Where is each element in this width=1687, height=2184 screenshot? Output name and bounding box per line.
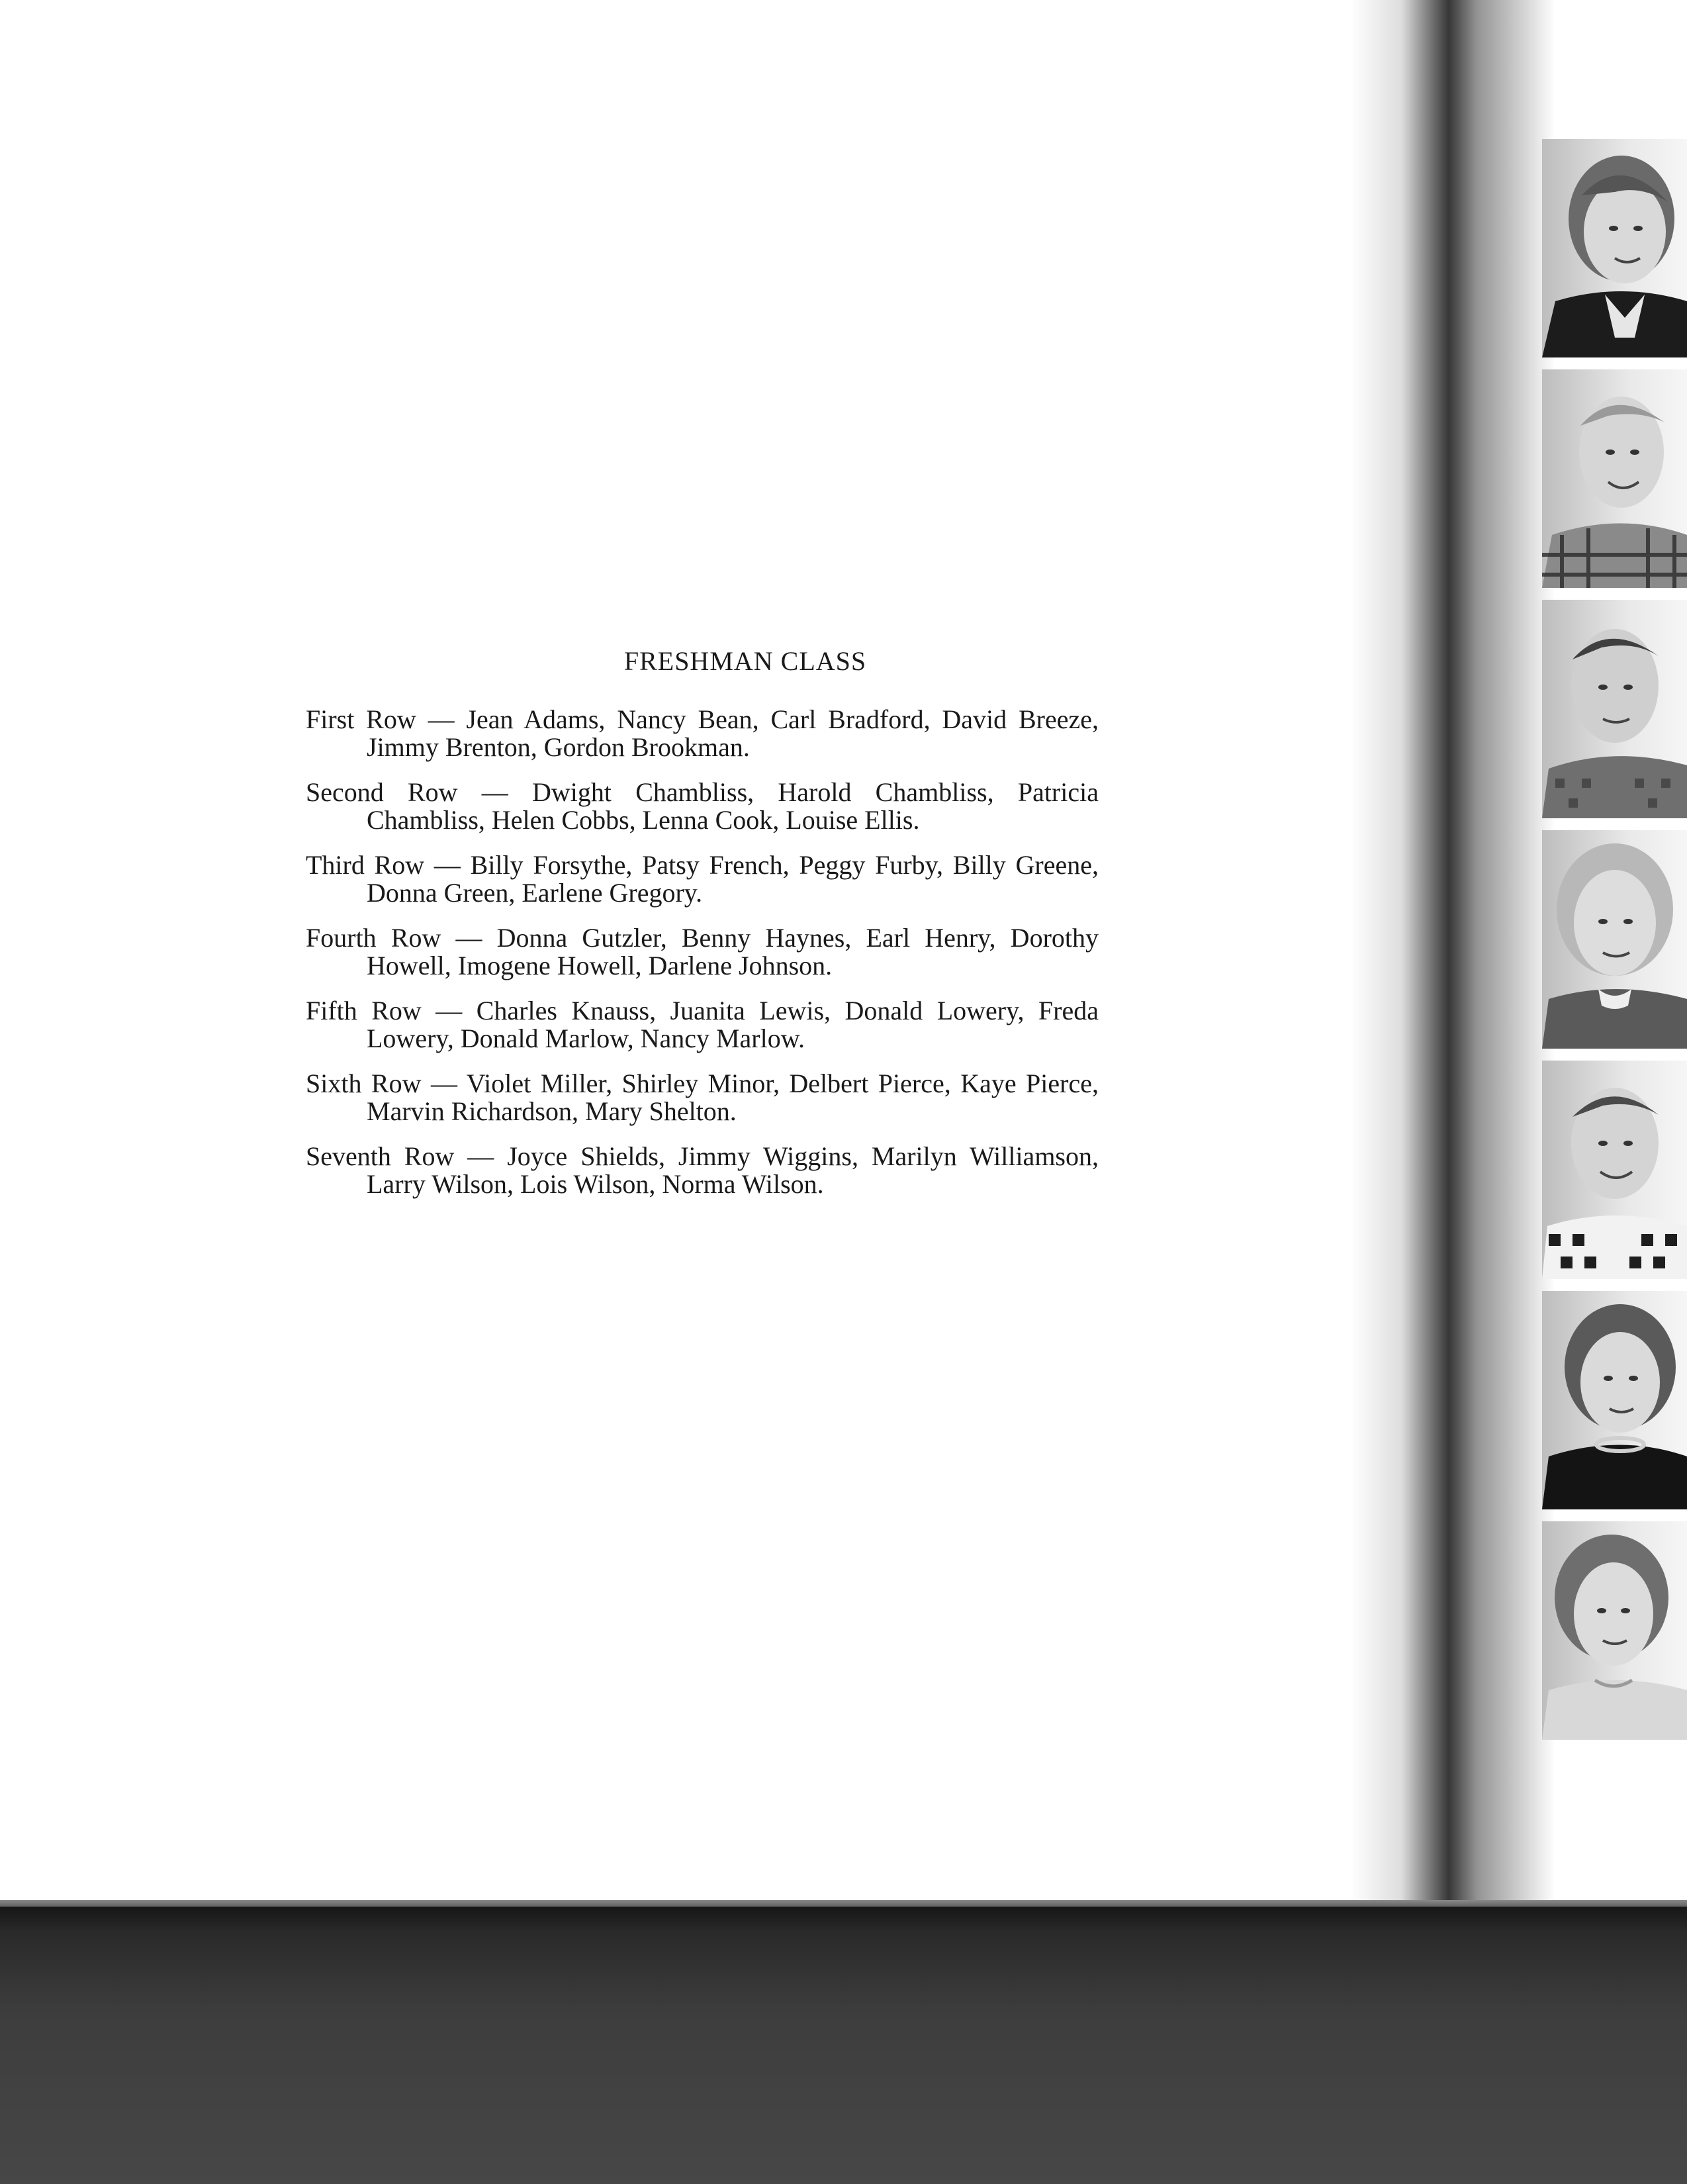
row-entry-seventh [306, 1143, 1099, 1198]
row-entry-fourth [306, 924, 1099, 980]
row-entry-sixth [306, 1070, 1099, 1125]
portrait-photo [1542, 139, 1687, 357]
class-title: FRESHMAN CLASS [623, 646, 867, 676]
row-label: Fifth Row — [306, 996, 463, 1025]
row-names: Donna Gutzler, Benny Haynes, Earl Henry, Dorothy Howell, Imogene Howell, Darlene Johnson. [367, 923, 1099, 980]
row-label: Second Row — [306, 777, 508, 807]
row-names: Jean Adams, Nancy Bean, Carl Bradford, David Breeze, Jimmy Brenton, Gordon Brookman. [367, 704, 1099, 762]
row-names: Charles Knauss, Juanita Lewis, Donald Lowery, Freda Lowery, Donald Marlow, Nancy Marlow. [367, 996, 1099, 1053]
portrait-photo [1542, 1291, 1687, 1509]
row-label: Fourth Row — [306, 923, 482, 953]
book-gutter-shadow [1350, 0, 1555, 1917]
portrait-photo [1542, 1061, 1687, 1279]
row-label: Seventh Row — [306, 1141, 494, 1171]
row-names: Billy Forsythe, Patsy French, Peggy Furby, Billy Greene, Donna Green, Earlene Gregory. [367, 850, 1099, 908]
row-label: Third Row — [306, 850, 461, 880]
portrait-photo [1542, 600, 1687, 818]
row-entry-second [306, 779, 1099, 834]
scanner-background [0, 1907, 1687, 2184]
row-entry-fifth [306, 997, 1099, 1053]
class-caption [306, 645, 1099, 1215]
row-entry-third [306, 851, 1099, 907]
row-names: Dwight Chambliss, Harold Chambliss, Patricia Chambliss, Helen Cobbs, Lenna Cook, Louise Ellis. [367, 777, 1099, 835]
row-label: Sixth Row — [306, 1068, 457, 1098]
row-names: Joyce Shields, Jimmy Wiggins, Marilyn Williamson, Larry Wilson, Lois Wilson, Norma Wilson. [367, 1141, 1099, 1199]
row-names: Violet Miller, Shirley Minor, Delbert Pierce, Kaye Pierce, Marvin Richardson, Mary Shelton. [367, 1068, 1099, 1126]
portrait-photo [1542, 830, 1687, 1049]
portrait-photo [1542, 1521, 1687, 1740]
portrait-strip [1542, 139, 1687, 1752]
portrait-photo [1542, 369, 1687, 588]
row-entry-first [306, 706, 1099, 761]
row-label: First Row — [306, 704, 455, 734]
